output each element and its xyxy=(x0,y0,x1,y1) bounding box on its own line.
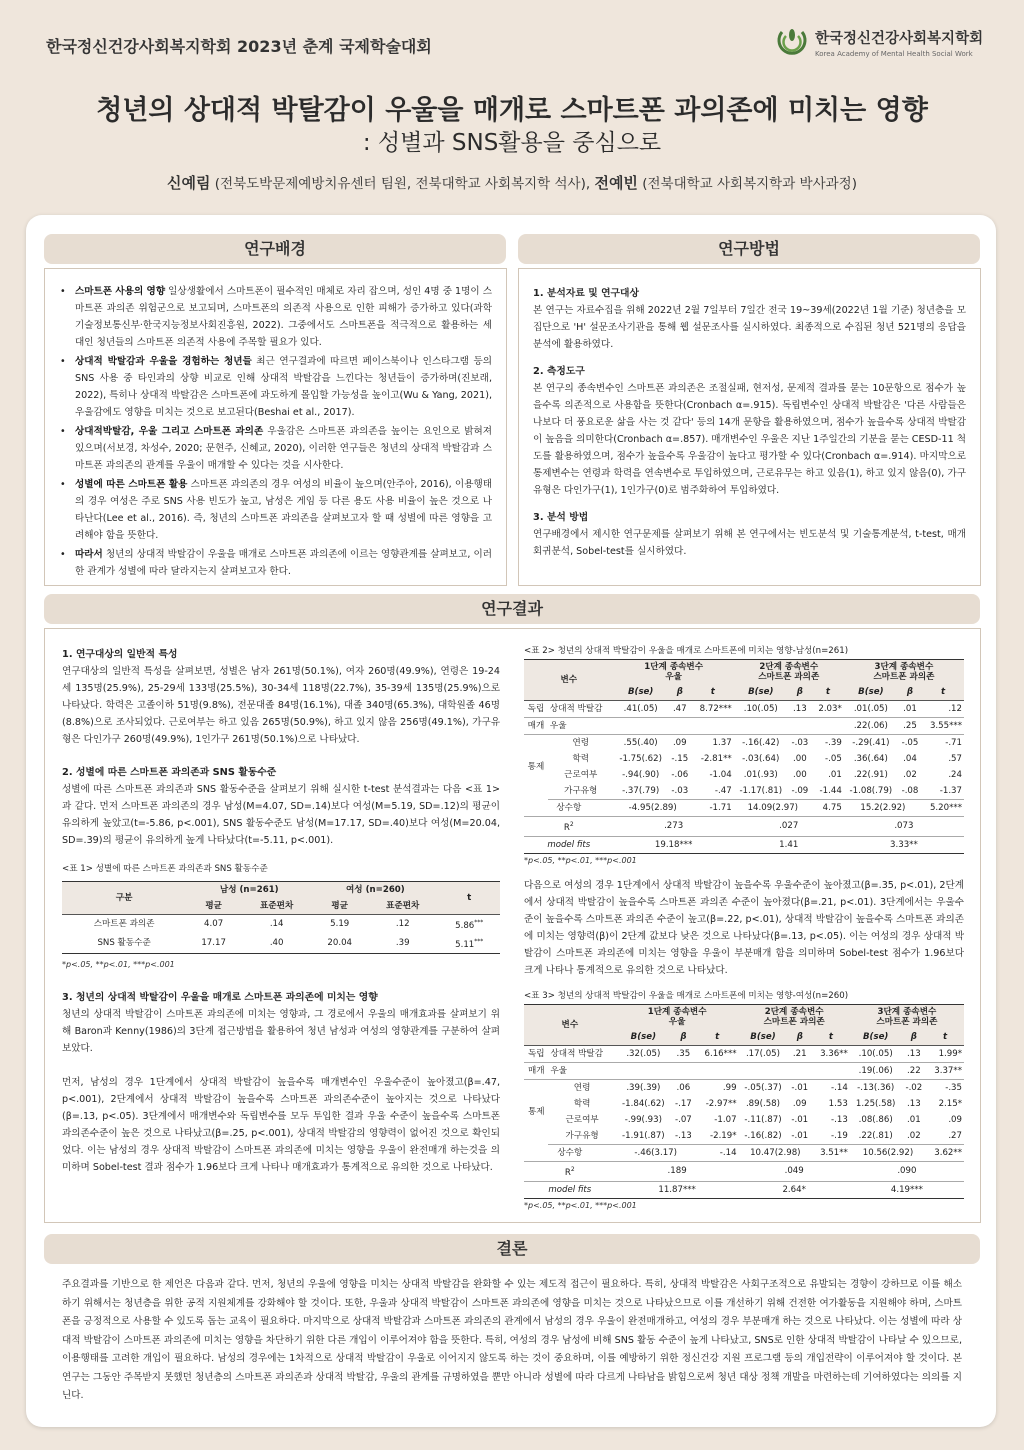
table-cell: .19(.06) xyxy=(850,1062,902,1079)
table-cell: .12 xyxy=(395,919,410,930)
table-cell xyxy=(787,1062,812,1079)
table-cell: .073 xyxy=(844,817,964,837)
table-cell: -.07 xyxy=(675,1114,692,1125)
table-cell: .13 xyxy=(902,1045,927,1062)
table-row xyxy=(524,701,964,718)
results-left xyxy=(62,644,500,1176)
table-cell: 15.2(2.92) xyxy=(844,800,922,817)
background-item-text: 일상생활에서 스마트폰이 필수적인 매체로 자리 잡으며, 성인 4명 중 1명이 스마트폰 과의존 위험군으로 보고되며, 스마트폰의 의존적 사용으로 인한 피해가 증가하고 있다(과학기술정보통신부·한국지능정보사회진흥원, 2022). 그중에서도 스마트폰을 적극적으로 활용하는 세대인 청년들의 스마트폰 의존적 사용에 주목할 필요가 있다. xyxy=(75,286,492,348)
table-cell: .13 xyxy=(907,1098,921,1109)
table2-note: *p<.05, **p<.01, ***p<.001 xyxy=(524,855,637,865)
table-3 xyxy=(524,1004,964,1199)
table-cell: 6.16*** xyxy=(696,1045,739,1062)
table-cell: .36(.64) xyxy=(853,754,888,764)
table-cell: -.94(.90) xyxy=(622,770,660,780)
table-cell: .01 xyxy=(898,701,922,718)
top-org: 한국정신건강사회복지학회 2023년 춘계 국제학술대회 xyxy=(46,37,432,56)
table-cell: .40 xyxy=(241,934,312,953)
table-cell: .090 xyxy=(850,1161,964,1181)
table-cell: 상대적 박탈감 xyxy=(548,701,614,718)
reg-h-var: 변수 xyxy=(524,1004,616,1045)
table-row xyxy=(62,915,500,934)
table-cell: .13 xyxy=(788,701,812,718)
table-cell: 1.41 xyxy=(734,836,844,853)
table-cell: .21 xyxy=(787,1045,812,1062)
reg-h-t: t xyxy=(692,684,734,701)
background-list xyxy=(55,283,492,580)
table-row xyxy=(524,1181,964,1198)
table-cell: -.14 xyxy=(696,1144,739,1161)
table-cell: -.46(3.17) xyxy=(616,1144,696,1161)
reg-h-step: 2단계 종속변수 스마트폰 과의존 xyxy=(734,660,844,685)
table-cell: -.03 xyxy=(668,783,692,800)
table-cell: 3.55*** xyxy=(922,718,964,735)
table-cell: 통제 xyxy=(527,762,545,773)
table-cell: model fits xyxy=(524,1181,616,1198)
reg-h-step: 1단계 종속변수 우울 xyxy=(614,660,734,685)
table-cell: .02 xyxy=(902,1128,927,1145)
table-cell: .22(.91) xyxy=(853,770,888,780)
r1-text: 연구대상의 일반적 특성을 살펴보면, 성별은 남자 261명(50.1%), 여자 260명(49.9%), 연령은 19-24세 135명(25.9%), 25-29세 133명(25.5%), 30-34세 118명(22.7%), 35-39세 135명(25.9%)으로 나타났다. 학력은 고졸이하 51명(9.8%), 전문대졸 84명(16.1%), 대졸 340명(65.3%), 대학원졸 46명(8.8%)으로 조사되었다. 근로여부는 하고 있음 265명(50.9%), 하고 있지 않음 256명(49.1%), 가구유형은 다인가구 260명(49.9%), 1인가구 261명(50.1%)으로 나타났다. xyxy=(62,666,500,745)
table-cell: .41(.05) xyxy=(614,701,668,718)
table-cell: 1.25(.58) xyxy=(855,1098,896,1109)
table-cell: 학력 xyxy=(573,1098,591,1109)
table-cell: .17(.05) xyxy=(739,1045,788,1062)
table2-caption: <표 2> 청년의 상대적 박탈감이 우울을 매개로 스마트폰에 미치는 영향-남성(n=261) xyxy=(524,646,849,656)
table-cell: 10.47(2.98) xyxy=(739,1144,813,1161)
r2-text: 성별에 따른 스마트폰 과의존과 SNS 활동수준을 살펴보기 위해 실시한 t-test 분석결과는 다음 <표 1>과 같다. 먼저 스마트폰 과의존의 경우 남성(M=4.07, SD=.14)보다 여성(M=5.19, SD=.12)의 평균이 유의하게 높았고(t=-5.86, p<.001), SNS 활동수준도 남성(M=17.17, SD=.40)보다 여성(M=20.04, SD=.39)의 평균이 유의하게 높게 나타났다(t=-5.11, p<.001). xyxy=(62,784,500,846)
reg-h-t: t xyxy=(922,684,964,701)
table-cell: 매개 xyxy=(524,1062,548,1079)
table-cell: .049 xyxy=(739,1161,850,1181)
table-cell xyxy=(812,718,844,735)
table-cell: 1.37 xyxy=(712,738,732,748)
table-cell: 20.04 xyxy=(312,934,367,953)
t1-h-female: 여성 (n=260) xyxy=(312,882,438,899)
table-cell: -.17 xyxy=(675,1098,692,1109)
table-cell: -.13(.36) xyxy=(857,1082,895,1093)
table-cell: 5.20*** xyxy=(922,800,964,817)
table-row xyxy=(524,1062,964,1079)
results-heading: 연구결과 xyxy=(44,594,980,624)
background-item xyxy=(55,546,492,580)
reg-h-b: B(se) xyxy=(844,684,898,701)
conclusion-heading: 결론 xyxy=(44,1234,980,1264)
table-cell: -.06 xyxy=(671,770,689,780)
table-cell: 가구유형 xyxy=(548,1128,615,1145)
table-cell: 2.03* xyxy=(812,701,844,718)
logo-icon xyxy=(776,26,808,58)
table-cell: 상수항 xyxy=(524,1144,616,1161)
background-box xyxy=(44,268,507,586)
table-cell: -.01 xyxy=(791,1082,809,1093)
table-row xyxy=(524,1144,964,1161)
table-cell: .47 xyxy=(668,701,692,718)
table-cell: -.99(.93) xyxy=(624,1114,662,1125)
table-cell: .22(.06) xyxy=(844,718,898,735)
method-s1-title: 1. 분석자료 및 연구대상 xyxy=(533,288,639,299)
table-2 xyxy=(524,659,964,854)
table-cell: -2.81** xyxy=(700,754,732,764)
table-cell: .01(.93) xyxy=(743,770,778,780)
background-item-text: 스마트폰 과의존의 경우 여성의 비율이 높으며(안주아, 2016), 이용행태의 경우 여성은 주로 SNS 사용 빈도가 높고, 남성은 게임 등 다른 용도 사용 비율이 높은 것으로 나타난다(Lee et al., 2016). 즉, 청년의 스마트폰 과의존을 살펴보고자 할 때 성별에 따른 영향을 고려해야 함을 뜻한다. xyxy=(75,479,492,541)
background-item-text: 최근 연구결과에 따르면 페이스북이나 인스타그램 등의 SNS 사용 중 타인과의 상향 비교로 인해 상대적 박탈감을 느낀다는 청년들이 증가하며(진보래, 2022), 특히나 상대적 박탈감은 스마트폰에 과도하게 몰입할 가능성을 높이고(Wu & Yang, 2021), 우울감에도 영향을 미치는 것으로 보고된다(Beshai et al., 2017). xyxy=(75,356,492,418)
table-row xyxy=(524,751,964,767)
table-cell: .24 xyxy=(948,770,962,780)
t1-h-m2: 평균 xyxy=(312,898,367,915)
table-cell: -.47 xyxy=(692,783,734,800)
table-cell xyxy=(788,718,812,735)
table-cell: 우울 xyxy=(548,718,614,735)
table-row xyxy=(524,1045,964,1062)
method-s3-text: 연구배경에서 제시한 연구문제를 살펴보기 위해 본 연구에서는 빈도분석 및 기술통계분석, t-test, 매개회귀분석, Sobel-test를 실시하였다. xyxy=(533,529,966,557)
table-cell: -.01 xyxy=(791,1114,809,1125)
table-cell: .01 xyxy=(907,1114,921,1125)
table-cell: -.14 xyxy=(831,1082,848,1093)
table-cell: -1.04 xyxy=(709,770,732,780)
reg-h-t: t xyxy=(812,1029,850,1046)
table-cell: -1.17(.81) xyxy=(734,783,788,800)
table-cell: .01 xyxy=(828,770,842,780)
reg-h-beta: β xyxy=(668,684,692,701)
table-cell: -.13 xyxy=(831,1114,848,1125)
table-cell: 3.51** xyxy=(812,1144,850,1161)
table-cell: .39 xyxy=(367,934,438,953)
table-row xyxy=(524,767,964,783)
table-cell xyxy=(734,718,788,735)
table-row xyxy=(524,817,964,837)
table-cell: 학력 xyxy=(572,754,590,764)
method-heading: 연구방법 xyxy=(518,234,980,264)
background-heading: 연구배경 xyxy=(44,234,506,264)
reg-h-step: 3단계 종속변수 스마트폰 과의존 xyxy=(850,1004,964,1029)
reg-h-b: B(se) xyxy=(734,684,788,701)
table-cell: $R^2$ xyxy=(524,817,614,837)
r3a-text: 청년의 상대적 박탈감이 스마트폰 과의존에 미치는 영향과, 그 경로에서 우울의 매개효과를 살펴보기 위해 Baron과 Kenny(1986)의 3단계 접근방법을 활용하여 청년 남성과 여성의 영향관계를 구분하여 살펴보았다. xyxy=(62,1008,500,1054)
r3b-text: 먼저, 남성의 경우 1단계에서 상대적 박탈감이 높을수록 매개변수인 우울수준이 높아졌고(β=.47, p<.001), 2단계에서 상대적 박탈감이 높을수록 스마트폰 과의존수준이 높아지는 것으로 나타났다(β=.13, p<.05). 3단계에서 매개변수와 독립변수를 모두 투입한 결과 우울 수준이 높을수록 스마트폰 과의존수준이 높은 것으로 나타났고(β=.25, p<.001), 상대적 박탈감의 영향력이 없어진 것으로 확인되었다. 이는 남성의 경우 상대적 박탈감이 스마트폰 과의존에 미치는 영향을 우울이 완전매개 하는것을 의미하며 Sobel-test 결과 점수가 1.96보다 크게 나타나 매개효과가 통계적으로 유의한 것으로 나타났다. xyxy=(62,1076,500,1173)
table-cell: -.01 xyxy=(787,1128,812,1145)
table-cell: -.15 xyxy=(671,754,689,764)
table-cell: -1.44 xyxy=(812,783,844,800)
table-row xyxy=(524,1128,964,1145)
table-cell: 근로여부 xyxy=(565,1114,599,1125)
t1-h-male: 남성 (n=261) xyxy=(186,882,312,899)
reg-h-step: 2단계 종속변수 스마트폰 과의존 xyxy=(739,1004,850,1029)
table-cell: -1.75(.62) xyxy=(619,754,662,764)
reg-h-b: B(se) xyxy=(616,1029,671,1046)
table-cell: 가구유형 xyxy=(548,783,614,800)
table-cell: -1.71 xyxy=(692,800,734,817)
background-item-lead: 상대적박탈감, 우울 그리고 스마트폰 과의존 xyxy=(75,426,264,437)
table-cell: 10.56(2.92) xyxy=(850,1144,926,1161)
table-cell: 5.11*** xyxy=(438,934,500,953)
table-cell: .12 xyxy=(922,701,964,718)
t1-h-sd2: 표준편차 xyxy=(367,898,438,915)
reg-h-t: t xyxy=(696,1029,739,1046)
table-cell: 우울 xyxy=(548,1062,615,1079)
table-cell: .35 xyxy=(671,1045,696,1062)
table-cell: .189 xyxy=(616,1161,739,1181)
table-cell: .32(.05) xyxy=(616,1045,671,1062)
table-cell: .09 xyxy=(672,738,687,748)
table-cell: -.35 xyxy=(945,1082,962,1093)
table-cell: -.29(.41) xyxy=(852,738,890,748)
results-right xyxy=(524,644,964,1210)
conclusion-text: 주요결과를 기반으로 한 제언은 다음과 같다. 먼저, 청년의 우울에 영향을 미치는 상대적 박탈감을 완화할 수 있는 제도적 접근이 필요하다. 특히, 상대적 박탈감은 사회구조적으로 유발되는 경향이 강하므로 이를 해소하기 위해서는 청년층을 위한 공적 지원체계를 강화해야 할 것이다. 또한, 우울과 상대적 박탈감이 스마트폰 과의존에 영향을 미치는 것으로 나타났으므로 이를 개선하기 위해 건전한 여가활동을 지원해야 하며, 스마트폰을 긍정적으로 사용할 수 있도록 돕는 교육이 필요하다. 마지막으로 상대적 박탈감과 스마트폰 과의존의 관계에서 남성의 경우 우울이 완전매개하고, 여성의 경우 부분매개 하는 것으로 나타났다. 이는 성별에 따라 상대적 박탈감이 스마트폰 과의존에 미치는 영향을 차단하기 위한 다른 개입이 이루어져야 함을 뜻한다. 특히, 여성의 경우 남성에 비해 SNS 활동 수준이 높게 나타났고, SNS로 인한 상대적 박탈감이 나타날 수 있으므로, 이용행태를 고려한 개입이 필요하다. 남성의 경우에는 1차적으로 상대적 박탈감이 우울로 이어지지 않도록 하는 것이 중요하며, 이를 예방하기 위한 정신건강 지원 프로그램 등의 개입전략이 이루어져야 할 것이다. 본 연구는 그동안 주목받지 못했던 청년층의 스마트폰 과의존과 상대적 박탈감, 우울의 관계를 규명하였을 뿐만 아니라 성별에 따라 다르게 나타남을 밝힘으로써 청년 대상 정책 개발을 마련하는데 기여하였다는 의의를 지닌다. xyxy=(62,1279,962,1401)
reg-h-beta: β xyxy=(788,684,812,701)
table-cell: 독립 xyxy=(524,1045,548,1062)
table-cell: 매개 xyxy=(524,718,548,735)
table-cell: .55(.40) xyxy=(623,738,658,748)
method-box xyxy=(518,268,981,586)
table-cell: -.16(.42) xyxy=(742,738,780,748)
table-cell: -.02 xyxy=(905,1082,923,1093)
r2-title: 2. 성별에 따른 스마트폰 과의존과 SNS 활동수준 xyxy=(62,767,277,778)
reg-h-var: 변수 xyxy=(524,660,614,701)
logo-korean: 한국정신건강사회복지학회 xyxy=(815,30,984,47)
table-cell: -.05 xyxy=(901,738,919,748)
table-row xyxy=(524,718,964,735)
table-cell: -.16(.82) xyxy=(739,1128,788,1145)
table-cell: 2.15* xyxy=(938,1098,962,1109)
table-cell: 스마트폰 과의존 xyxy=(93,919,155,930)
table-cell: 4.75 xyxy=(812,800,844,817)
table3-note: *p<.05, **p<.01, ***p<.001 xyxy=(524,1200,637,1210)
table-cell: 4.19*** xyxy=(850,1181,964,1198)
table-row xyxy=(524,1161,964,1181)
reg-h-beta: β xyxy=(898,684,922,701)
table-cell xyxy=(671,1062,696,1079)
table-cell: .57 xyxy=(948,754,962,764)
table-cell: 1.99* xyxy=(926,1045,964,1062)
table-cell xyxy=(739,1062,788,1079)
table-cell: 3.33** xyxy=(844,836,964,853)
author-2: 전예빈 xyxy=(594,174,638,192)
table-row xyxy=(524,1112,964,1128)
reg-h-beta: β xyxy=(787,1029,812,1046)
table-cell: .10(.05) xyxy=(850,1045,902,1062)
method-s2-title: 2. 측정도구 xyxy=(533,366,585,377)
authors xyxy=(0,172,1024,193)
reg-h-step: 3단계 종속변수 스마트폰 과의존 xyxy=(844,660,964,685)
background-item-lead: 스마트폰 사용의 영향 xyxy=(75,286,166,297)
table-cell: .02 xyxy=(903,770,917,780)
table-cell: .01(.05) xyxy=(844,701,898,718)
t1-h-t: t xyxy=(438,882,500,915)
table-cell: 상수항 xyxy=(524,800,614,817)
method-s1-text: 본 연구는 자료수집을 위해 2022년 2월 7일부터 7일간 전국 19~39세(2022년 1월 기준) 청년층을 모집단으로 'H' 설문조사기관을 통해 웹 설문조사를 실시하였다. 최종적으로 수집된 청년 521명의 응답을 분석에 활용하였다. xyxy=(533,305,966,350)
table-cell: .09 xyxy=(792,1098,807,1109)
method-s2-text: 본 연구의 종속변수인 스마트폰 과의존은 조절실패, 현저성, 문제적 결과를 묻는 10문항으로 점수가 높을수록 의존적으로 사용함을 뜻한다(Cronbach α=.915). 독립변수인 상대적 박탈감은 '다른 사람들은 나보다 더 풍요로운 삶을 사는 것 같다' 등의 14개 문항을 활용하였으며, 점수가 높을수록 상대적 박탈감이 높음을 의미한다(Cronbach α=.857). 매개변수인 우울은 지난 1주일간의 기분을 묻는 CESD-11 척도를 활용하였으며, 점수가 높을수록 우울감이 높다고 평가할 수 있다(Cronbach α=.914). 마지막으로 통제변수는 연령과 학력을 연속변수로 투입하였으며, 근로유무는 하고 있음(1), 하고 있지 않음(0), 가구유형은 다인가구(1), 1인가구(0)로 범주화하여 투입하였다. xyxy=(533,383,967,496)
mid-text: 다음으로 여성의 경우 1단계에서 상대적 박탈감이 높을수록 우울수준이 높아졌고(β=.35, p<.01), 2단계에서 상대적 박탈감이 높을수록 스마트폰 과의존 수준이 높아졌다(β=.21, p<.01). 3단계에서는 우울수준이 높을수록 스마트폰 과의존 수준이 높고(β=.22, p<.01), 상대적 박탈감이 높을수록 스마트폰 과의존에 미치는 영향력(β)이 2단계 값보다 낮은 것으로 나타났다(β=.13, p<.05). 이는 여성의 경우 상대적 박탈감이 스마트폰 과의존에 미치는 영향을 우울이 부분매개 함을 의미하며 Sobel-test 점수가 1.96보다 크게 나타나 통계적으로 유의한 것으로 나타났다. xyxy=(524,879,964,976)
table-cell: -.13 xyxy=(671,1128,696,1145)
table-cell: 1.53 xyxy=(828,1098,848,1109)
table-row xyxy=(524,1079,964,1096)
reg-h-b: B(se) xyxy=(739,1029,788,1046)
background-item-lead: 상대적 박탈감과 우울을 경험하는 청년들 xyxy=(75,356,252,367)
table-cell: 14.09(2.97) xyxy=(734,800,812,817)
table-1 xyxy=(62,881,500,954)
table-cell: -.03(.64) xyxy=(742,754,780,764)
background-item-text: 우울감은 스마트폰 과의존을 높이는 요인으로 밝혀져 있으며(서보경, 차성수, 2020; 문현주, 신혜교, 2020), 이러한 연구들은 청년의 상대적 박탈감과 스마트폰 과의존의 관계를 우울이 매개할 수 있다는 것을 시사한다. xyxy=(75,426,492,471)
table-cell: 17.17 xyxy=(186,934,241,953)
table-cell: .39(.39) xyxy=(626,1082,661,1093)
table-cell: -.08 xyxy=(898,783,922,800)
table-cell: 3.62** xyxy=(926,1144,964,1161)
table-cell: -1.37 xyxy=(922,783,964,800)
table-cell: 3.37** xyxy=(926,1062,964,1079)
table-cell xyxy=(668,718,692,735)
background-item xyxy=(55,423,492,474)
table-cell: -.05 xyxy=(825,754,842,764)
table-cell: 8.72*** xyxy=(692,701,734,718)
background-item xyxy=(55,283,492,351)
table-cell: 2.64* xyxy=(739,1181,850,1198)
table-cell: -.03 xyxy=(791,738,809,748)
table-cell: .14 xyxy=(269,919,284,930)
table-cell: -1.84(.62) xyxy=(622,1098,665,1109)
table-cell: .00 xyxy=(793,754,807,764)
table-cell: -1.07 xyxy=(714,1114,737,1125)
table-row xyxy=(524,783,964,800)
reg-h-beta: β xyxy=(671,1029,696,1046)
table-cell: -2.19* xyxy=(696,1128,739,1145)
author-1: 신예림 xyxy=(167,174,211,192)
table-cell: 19.18*** xyxy=(614,836,734,853)
table-row xyxy=(524,1096,964,1112)
table-cell: 11.87*** xyxy=(616,1181,739,1198)
table-cell: -1.08(.79) xyxy=(844,783,898,800)
table-cell: model fits xyxy=(524,836,614,853)
reg-h-t: t xyxy=(812,684,844,701)
table-cell xyxy=(692,718,734,735)
table-cell: .08(.86) xyxy=(858,1114,893,1125)
table3-caption: <표 3> 청년의 상대적 박탈감이 우울을 매개로 스마트폰에 미치는 영향-여성(n=260) xyxy=(524,990,849,1001)
reg-h-b: B(se) xyxy=(614,684,668,701)
t1-h-var: 구분 xyxy=(62,882,186,915)
background-item xyxy=(55,353,492,421)
table-cell: .00 xyxy=(793,770,807,780)
table-row xyxy=(524,800,964,817)
table-cell: 근로여부 xyxy=(564,770,598,780)
table-cell: .09 xyxy=(948,1114,962,1125)
table-cell: .89(.58) xyxy=(745,1098,780,1109)
t1-h-m1: 평균 xyxy=(186,898,241,915)
table-cell: -1.91(.87) xyxy=(616,1128,671,1145)
table-cell xyxy=(614,718,668,735)
background-item xyxy=(55,476,492,544)
logo-english: Korea Academy of Mental Health Social Work xyxy=(815,49,973,58)
author-2-aff: (전북대학교 사회복지학과 박사과정) xyxy=(642,176,857,192)
table-cell: 5.86*** xyxy=(455,919,484,931)
method-s3-title: 3. 분석 방법 xyxy=(533,512,589,523)
table-cell: -.37(.79) xyxy=(614,783,668,800)
table-cell: SNS 활동수준 xyxy=(62,934,186,953)
t1-h-sd1: 표준편차 xyxy=(241,898,312,915)
table-row xyxy=(62,934,500,953)
table-cell: $R^2$ xyxy=(524,1161,616,1181)
table-cell: -.39 xyxy=(825,738,842,748)
table-cell: -2.97** xyxy=(705,1098,737,1109)
table-cell: 연령 xyxy=(573,1082,591,1093)
table-cell: .273 xyxy=(614,817,734,837)
table-cell: -.19 xyxy=(812,1128,850,1145)
table-cell: .027 xyxy=(734,817,844,837)
table-cell: -.09 xyxy=(788,783,812,800)
table-cell: .25 xyxy=(898,718,922,735)
background-item-text: 청년의 상대적 박탈감이 우울을 매개로 스마트폰 과의존에 이르는 영향관계를 살펴보고, 이러한 관계가 성별에 따라 달라지는지 살펴보고자 한다. xyxy=(75,549,492,577)
poster-title: 청년의 상대적 박탈감이 우울을 매개로 스마트폰 과의존에 미치는 영향 xyxy=(96,95,928,126)
table-cell: 독립 xyxy=(524,701,548,718)
table-cell: .06 xyxy=(676,1082,691,1093)
r1-title: 1. 연구대상의 일반적 특성 xyxy=(62,649,178,660)
reg-h-beta: β xyxy=(902,1029,927,1046)
table1-caption: <표 1> 성별에 따른 스마트폰 과의존과 SNS 활동수준 xyxy=(62,864,268,874)
table-cell: 연령 xyxy=(572,738,590,748)
table-cell xyxy=(616,1062,671,1079)
r3-title: 3. 청년의 상대적 박탈감이 우울을 매개로 스마트폰 과의존에 미치는 영향 xyxy=(62,991,378,1003)
table-cell: 통제 xyxy=(527,1107,545,1118)
background-item-lead: 성별에 따른 스마트폰 활용 xyxy=(75,479,188,490)
table-cell: .22 xyxy=(902,1062,927,1079)
reg-h-t: t xyxy=(926,1029,964,1046)
society-logo xyxy=(776,26,983,58)
table-cell: .10(.05) xyxy=(734,701,788,718)
table-cell: 4.07 xyxy=(204,919,224,930)
table-cell: 상대적 박탈감 xyxy=(548,1045,615,1062)
reg-h-step: 1단계 종속변수 우울 xyxy=(616,1004,739,1029)
table-cell: .22(.81) xyxy=(850,1128,902,1145)
table-cell: .27 xyxy=(926,1128,964,1145)
table-cell xyxy=(812,1062,850,1079)
poster-subtitle: : 성별과 SNS활용을 중심으로 xyxy=(362,130,662,156)
table-row xyxy=(524,735,964,752)
table-cell: -4.95(2.89) xyxy=(614,800,692,817)
table-cell xyxy=(696,1062,739,1079)
table-cell: 5.19 xyxy=(330,919,350,930)
table-cell: -.05(.37) xyxy=(744,1082,782,1093)
table-cell: 3.36** xyxy=(812,1045,850,1062)
table-cell: .99 xyxy=(722,1082,737,1093)
table-cell: -.11(.87) xyxy=(744,1114,782,1125)
background-item-lead: 따라서 xyxy=(75,549,103,560)
table-cell: .04 xyxy=(903,754,917,764)
table-row xyxy=(524,836,964,853)
table-cell: -.71 xyxy=(945,738,962,748)
reg-h-b: B(se) xyxy=(850,1029,902,1046)
author-1-aff: (전북도박문제예방치유센터 팀원, 전북대학교 사회복지학 석사), xyxy=(214,176,591,192)
table1-note: *p<.05, **p<.01, ***p<.001 xyxy=(62,959,175,969)
